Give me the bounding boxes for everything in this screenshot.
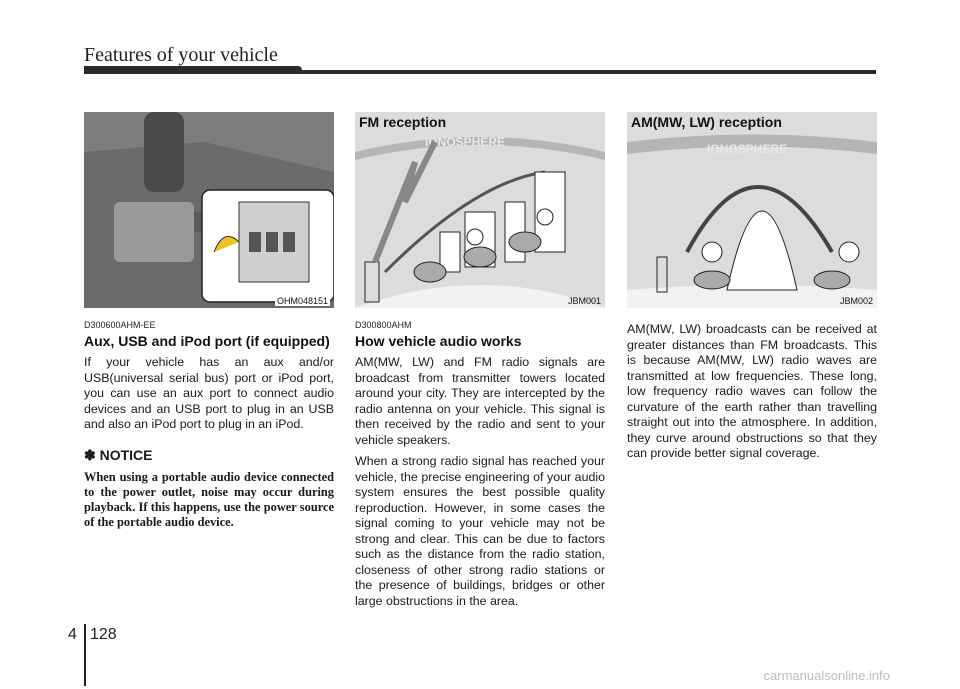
section-paragraph-2: When a strong radio signal has reached your vehicle, the precise engineering of your audio system ensures the best possible quality reproduction. However, in some cases the signal coming to your vehicle may not be strong and clear. This can be due to factors such as the distance from the radio station, closeness of other strong radio stations or the presence of buildings, bridges or other large obstructions in the area. [355, 454, 605, 608]
section-body: AM(MW, LW) broadcasts can be received at greater distances than FM broadcasts. This is because AM(MW, LW) radio waves are transmitted at low frequencies. These long, low frequency radio waves can follow the curvature of the earth rather than travelling straight out into the atmosphere. In addition, they curve around obstructions so that they can provide better signal coverage. [627, 322, 877, 460]
page-number: 128 [90, 626, 117, 643]
figure-label: JBM002 [839, 296, 873, 306]
figure-label: JBM001 [567, 296, 601, 306]
section-paragraph-1: AM(MW, LW) and FM radio signals are broadcast from transmitter towers located around your city. They are intercepted by the radio antenna on your vehicle. This signal is then received by the radio and sent to your vehicle speakers. [355, 355, 605, 447]
figure-aux-usb-port [84, 112, 334, 308]
am-reception-illustration [627, 112, 877, 308]
fm-reception-illustration [355, 112, 605, 308]
figure-label: OHM048151 [276, 296, 328, 306]
column-aux-usb [84, 112, 334, 530]
section-number: 4 [68, 626, 77, 643]
section-code: D300600AHM-EE [84, 320, 156, 330]
section-code: D300800AHM [355, 320, 412, 330]
ionosphere-text: IONOSPHERE [425, 135, 506, 149]
column-am-reception [627, 112, 877, 468]
notice-title: ✽ NOTICE [84, 446, 153, 463]
footer-rule [84, 624, 86, 686]
figure-title: FM reception [359, 114, 447, 130]
header-title: Features of your vehicle [84, 44, 278, 66]
header-rule [84, 70, 876, 74]
section-heading: How vehicle audio works [355, 333, 522, 349]
figure-am-reception [627, 112, 877, 308]
column-how-audio-works [355, 112, 605, 615]
figure-title: AM(MW, LW) reception [631, 114, 782, 130]
notice-body: When using a portable audio device connected to the power outlet, noise may occur during playback. If this happens, use the power source of the portable audio device. [84, 469, 334, 529]
watermark: carmanualsonline.info [763, 668, 890, 683]
section-heading: Aux, USB and iPod port (if equipped) [84, 333, 330, 349]
figure-fm-reception [355, 112, 605, 308]
console-illustration [84, 112, 334, 308]
section-body: If your vehicle has an aux and/or USB(universal serial bus) port or iPod port, you can use an aux port to connect audio devices and an USB port to plug in an USB and also an iPod port to plug in an iPod. [84, 355, 334, 431]
ionosphere-text: IONOSPHERE [707, 142, 788, 156]
